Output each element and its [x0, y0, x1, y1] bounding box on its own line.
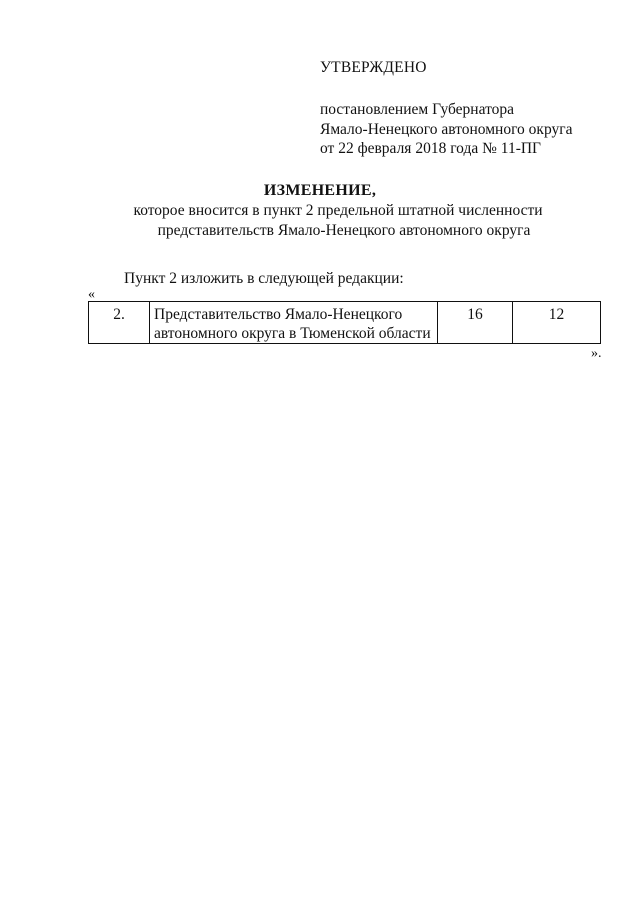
- row-value2-cell: 12: [513, 302, 601, 344]
- table-row: [89, 302, 601, 344]
- staff-table: [88, 301, 601, 344]
- document-subtitle-line-2: представительств Ямало-Ненецкого автономного округа: [157, 221, 531, 239]
- row-name-line-2: автономного округа в Тюменской области: [154, 325, 431, 342]
- document-title-block: [0, 181, 640, 240]
- instruction-paragraph: Пункт 2 изложить в следующей редакции:: [124, 270, 404, 287]
- approval-line-date: от 22 февраля 2018 года № 11-ПГ: [320, 140, 542, 157]
- approval-stamp: [320, 58, 620, 159]
- row-name-line-1: Представительство Ямало-Ненецкого: [154, 306, 403, 323]
- document-title: ИЗМЕНЕНИЕ,: [263, 182, 377, 199]
- approval-line-region: Ямало-Ненецкого автономного округа: [320, 120, 573, 138]
- approval-line-decree: постановлением Губернатора: [320, 101, 515, 118]
- row-number-cell: 2.: [89, 302, 150, 344]
- opening-quote: «: [88, 287, 95, 302]
- row-value1-cell: 16: [438, 302, 513, 344]
- document-subtitle-line-1: которое вносится в пункт 2 предельной штатной численности: [133, 202, 543, 219]
- closing-quote: ».: [591, 346, 602, 361]
- approval-heading: УТВЕРЖДЕНО: [320, 59, 427, 76]
- row-name-cell: [150, 302, 438, 344]
- staff-table-container: [88, 301, 601, 344]
